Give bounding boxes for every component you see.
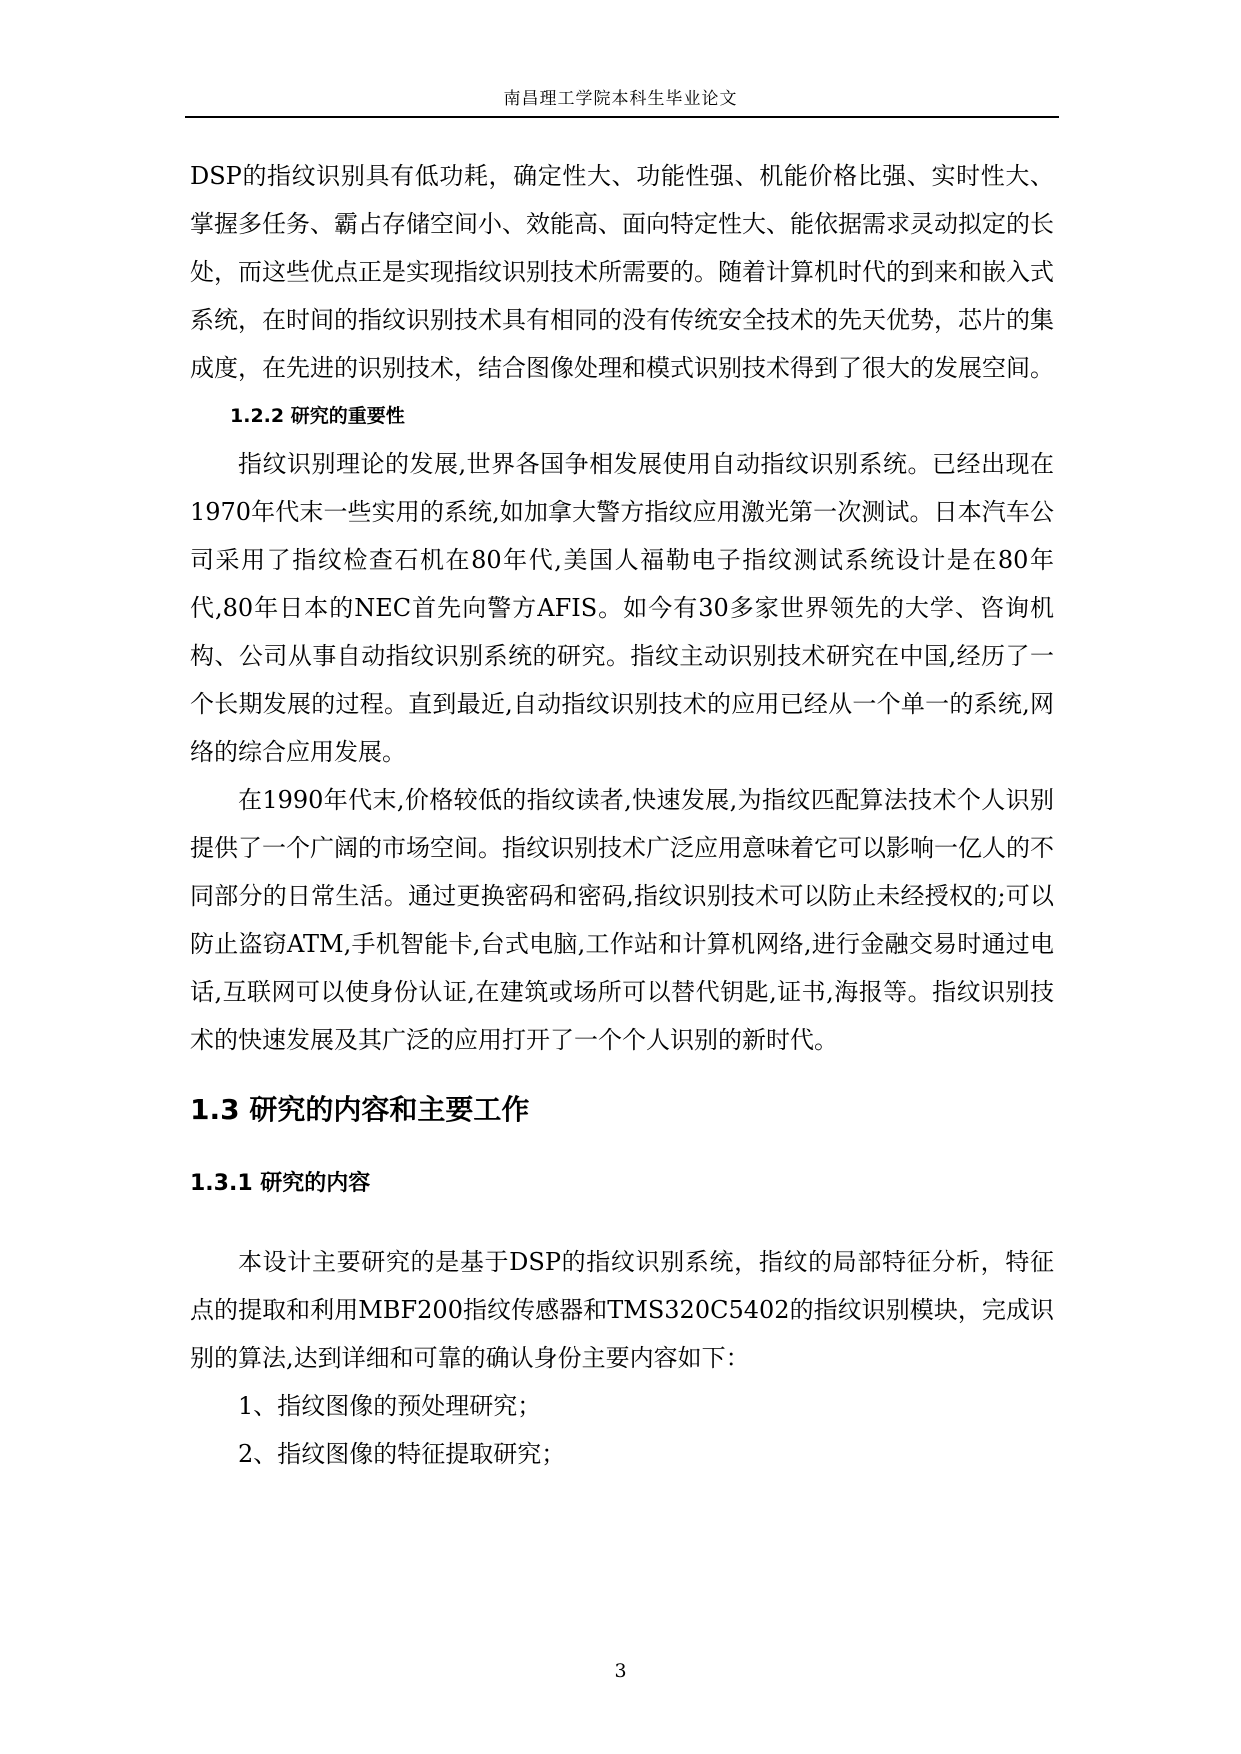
content-paragraph: 本设计主要研究的是基于DSP的指纹识别系统，指纹的局部特征分析，特征点的提取和利用MBF200指纹传感器和TMS320C5402的指纹识别模块，完成识别的算法,达到详细和可靠的确认身份主要内容如下： bbox=[190, 1248, 1054, 1372]
importance-paragraph-1: 指纹识别理论的发展,世界各国争相发展使用自动指纹识别系统。已经出现在1970年代末一些实用的系统,如加拿大警方指纹应用激光第一次测试。日本汽车公司采用了指纹检查石机在80年代,美国人福勒电子指纹测试系统设计是在80年代,80年日本的NEC首先向警方AFIS。如今有30多家世界领先的大学、咨询机构、公司从事自动指纹识别系统的研究。指纹主动识别技术研究在中国,经历了一个长期发展的过程。直到最近,自动指纹识别技术的应用已经从一个单一的系统,网络的综合应用发展。 bbox=[190, 450, 1054, 766]
list-item: 2、指纹图像的特征提取研究； bbox=[238, 1440, 566, 1468]
heading-1-2-2: 1.2.2 研究的重要性 bbox=[230, 405, 405, 427]
spacer bbox=[190, 1202, 1054, 1238]
list-item: 1、指纹图像的预处理研究； bbox=[238, 1392, 542, 1420]
importance-paragraph-2: 在1990年代末,价格较低的指纹读者,快速发展,为指纹匹配算法技术个人识别提供了一个广阔的市场空间。指纹识别技术广泛应用意味着它可以影响一亿人的不同部分的日常生活。通过更换密码和密码,指纹识别技术可以防止未经授权的;可以防止盗窃ATM,手机智能卡,台式电脑,工作站和计算机网络,进行金融交易时通过电话,互联网可以使身份认证,在建筑或场所可以替代钥匙,证书,海报等。指纹识别技术的快速发展及其广泛的应用打开了一个个人识别的新时代。 bbox=[190, 786, 1054, 1054]
page-body bbox=[190, 152, 1054, 1478]
running-header: 南昌理工学院本科生毕业论文 bbox=[503, 89, 738, 109]
page-number: 3 bbox=[614, 1660, 627, 1682]
intro-paragraph: DSP的指纹识别具有低功耗，确定性大、功能性强、机能价格比强、实时性大、掌握多任务、霸占存储空间小、效能高、面向特定性大、能依据需求灵动拟定的长处，而这些优点正是实现指纹识别技术所需要的。随着计算机时代的到来和嵌入式系统，在时间的指纹识别技术具有相同的没有传统安全技术的先天优势，芯片的集成度，在先进的识别技术，结合图像处理和模式识别技术得到了很大的发展空间。 bbox=[190, 162, 1054, 382]
heading-1-3: 1.3 研究的内容和主要工作 bbox=[190, 1093, 530, 1126]
heading-1-3-1: 1.3.1 研究的内容 bbox=[190, 1171, 371, 1196]
header-divider bbox=[185, 116, 1059, 118]
